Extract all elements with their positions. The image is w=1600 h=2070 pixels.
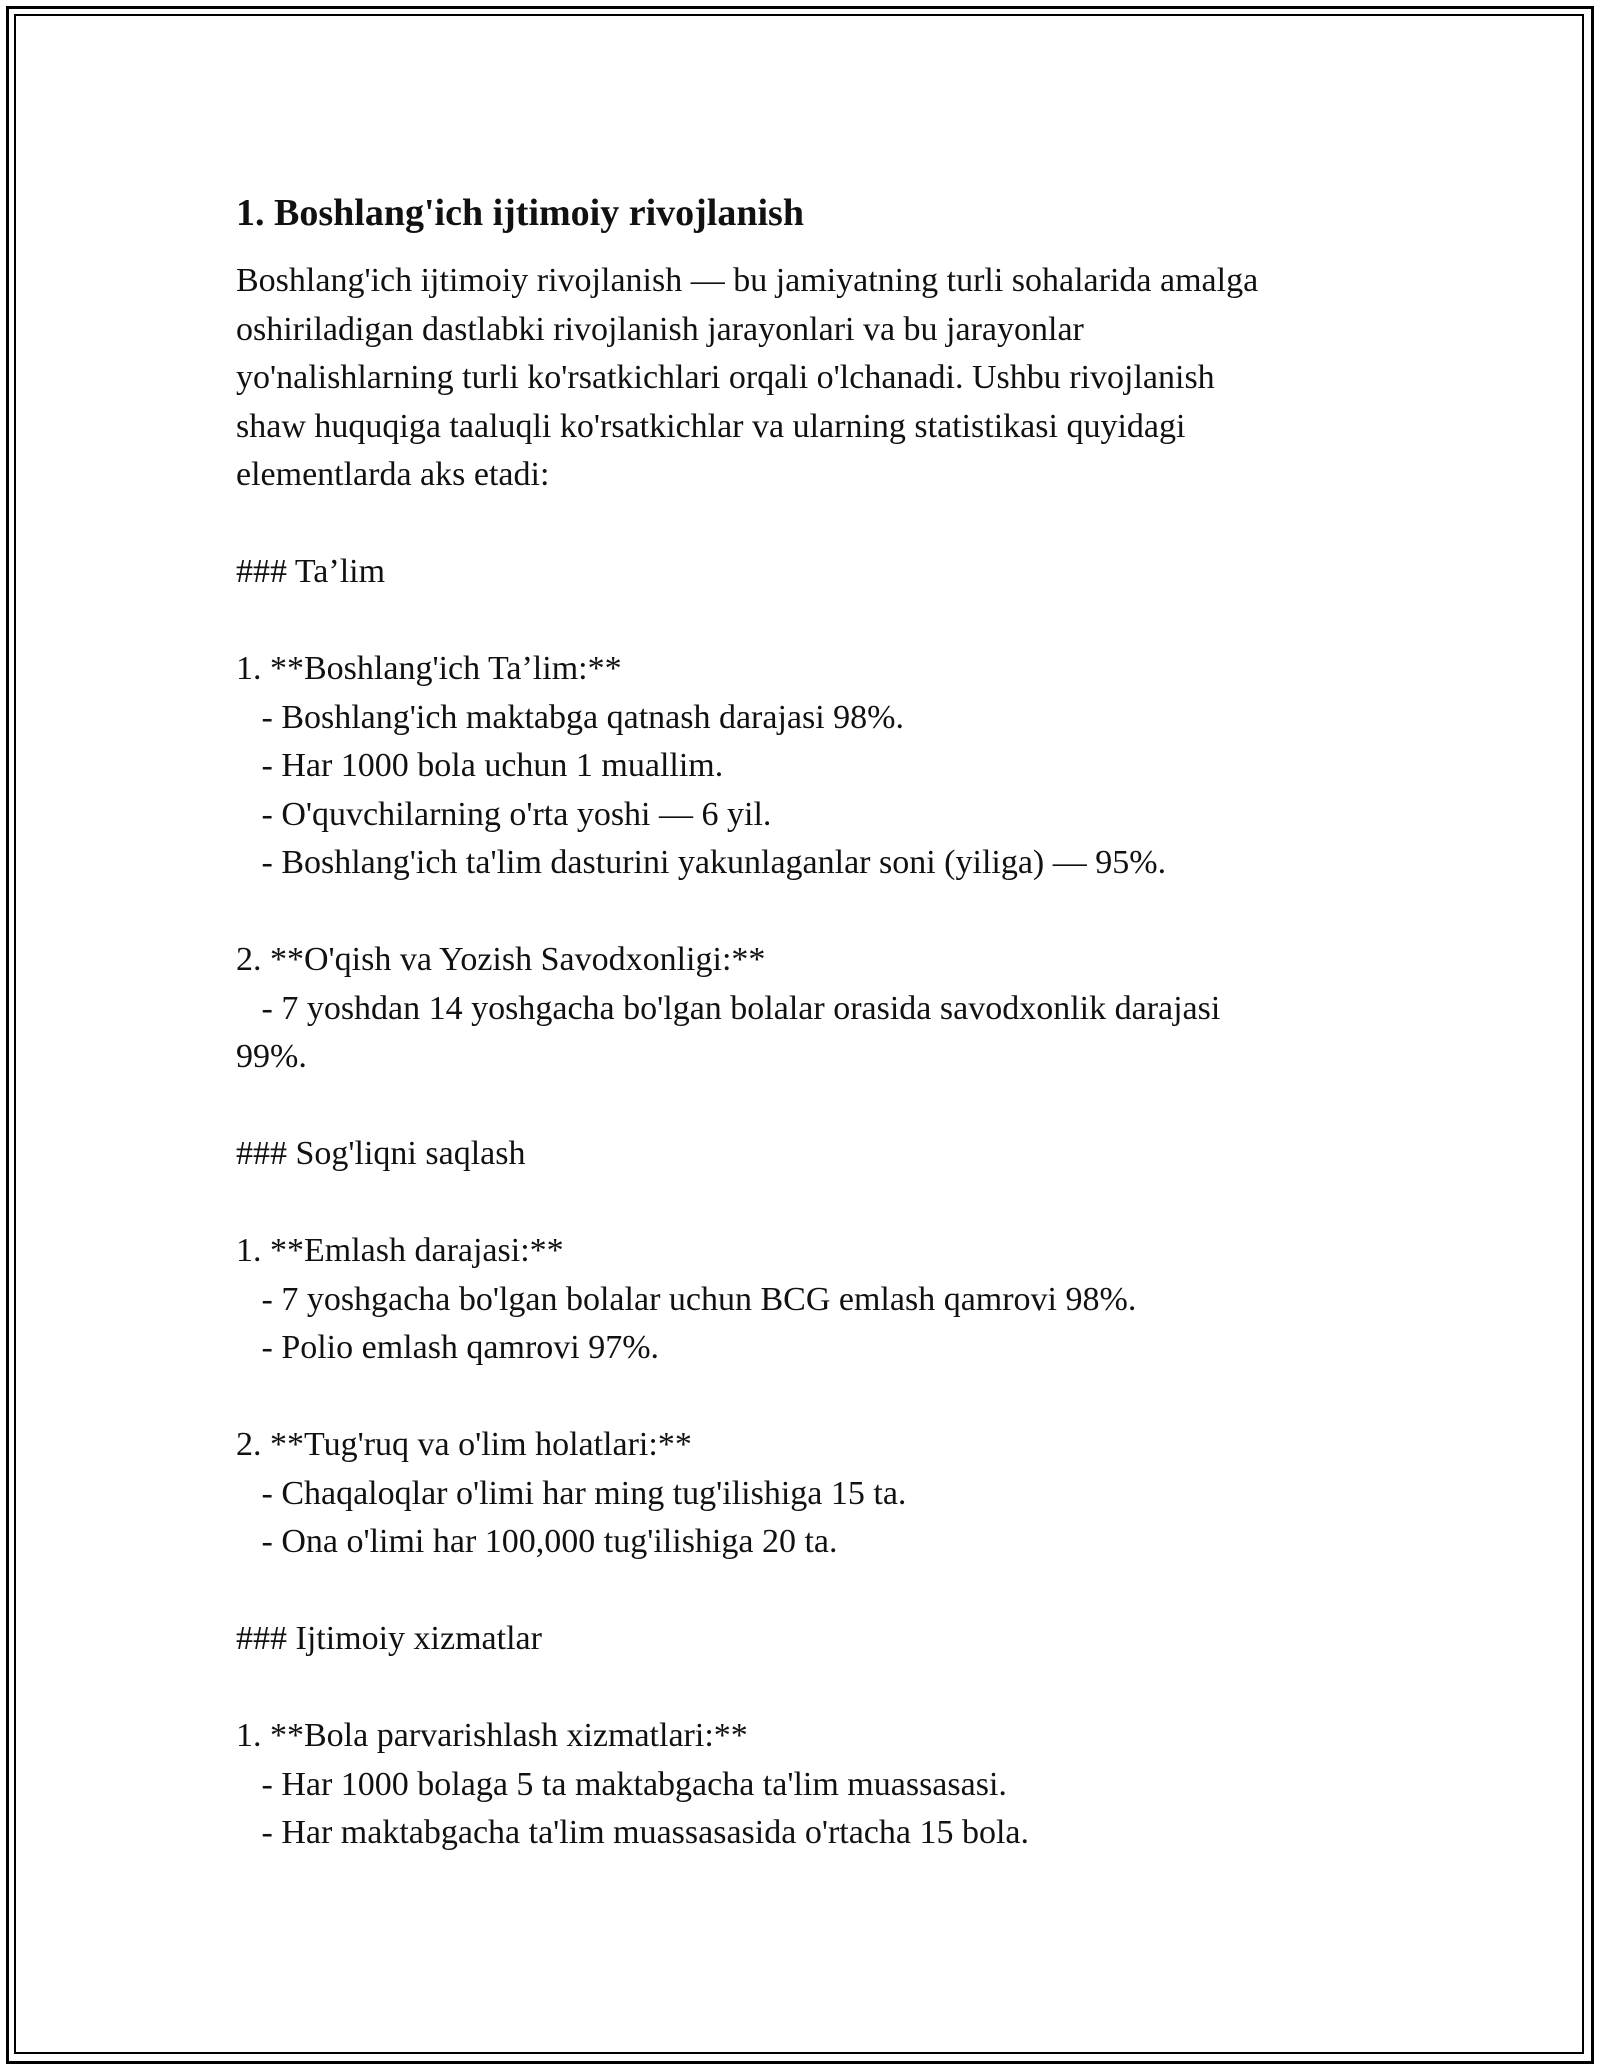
list-item-title: 2. **Tug'ruq va o'lim holatlari:** bbox=[236, 1426, 692, 1463]
list-bullet: - Har 1000 bolaga 5 ta maktabgacha ta'lim muassasasi. bbox=[236, 1765, 1007, 1803]
body-lines bbox=[236, 500, 1386, 1858]
blank-line bbox=[236, 1567, 1386, 1616]
list-bullet: - Har maktabgacha ta'lim muassasasida o'rtacha 15 bola. bbox=[236, 1814, 1030, 1851]
subheading-talim: ### Ta’lim bbox=[236, 553, 386, 590]
list-bullet: - Boshlang'ich maktabga qatnash darajasi 98%. bbox=[236, 698, 904, 736]
intro-line: oshiriladigan dastlabki rivojlanish jarayonlari va bu jarayonlar bbox=[236, 310, 1084, 348]
blank-line bbox=[236, 597, 1386, 646]
list-bullet: - Har 1000 bola uchun 1 muallim. bbox=[236, 747, 724, 784]
list-item-title: 1. **Boshlang'ich Ta’lim:** bbox=[236, 650, 622, 687]
intro-line: shaw huquqiga taaluqli ko'rsatkichlar va ularning statistikasi quyidagi bbox=[236, 407, 1186, 445]
list-item-title: 1. **Emlash darajasi:** bbox=[236, 1232, 564, 1269]
list-bullet: - 7 yoshdan 14 yoshgacha bo'lgan bolalar orasida savodxonlik darajasi bbox=[236, 989, 1221, 1027]
blank-line bbox=[236, 500, 1386, 549]
list-bullet-continuation: 99%. bbox=[236, 1038, 307, 1075]
list-bullet: - Ona o'limi har 100,000 tug'ilishiga 20 ta. bbox=[236, 1523, 838, 1560]
subheading-sogliqni-saqlash: ### Sog'liqni saqlash bbox=[236, 1135, 526, 1172]
list-bullet: - Boshlang'ich ta'lim dasturini yakunlaganlar soni (yiliga) — 95%. bbox=[236, 844, 1167, 881]
blank-line bbox=[236, 888, 1386, 937]
list-item-title: 2. **O'qish va Yozish Savodxonligi:** bbox=[236, 941, 766, 978]
blank-line bbox=[236, 1664, 1386, 1713]
list-bullet: - Chaqaloqlar o'limi har ming tug'ilishiga 15 ta. bbox=[236, 1474, 907, 1512]
intro-line: Boshlang'ich ijtimoiy rivojlanish — bu jamiyatning turli sohalarida amalga bbox=[236, 262, 1259, 299]
section-heading: 1. Boshlang'ich ijtimoiy rivojlanish bbox=[236, 192, 804, 234]
document-body bbox=[236, 183, 1386, 1858]
list-bullet: - Polio emlash qamrovi 97%. bbox=[236, 1329, 660, 1366]
intro-paragraph bbox=[236, 257, 1386, 500]
blank-line bbox=[236, 1179, 1386, 1228]
intro-line: yo'nalishlarning turli ko'rsatkichlari orqali o'lchanadi. Ushbu rivojlanish bbox=[236, 359, 1215, 396]
list-bullet: - O'quvchilarning o'rta yoshi — 6 yil. bbox=[236, 795, 772, 833]
intro-line: elementlarda aks etadi: bbox=[236, 456, 550, 493]
list-bullet: - 7 yoshgacha bo'lgan bolalar uchun BCG emlash qamrovi 98%. bbox=[236, 1280, 1137, 1318]
blank-line bbox=[236, 1373, 1386, 1422]
subheading-ijtimoiy-xizmatlar: ### Ijtimoiy xizmatlar bbox=[236, 1620, 542, 1657]
list-item-title: 1. **Bola parvarishlash xizmatlari:** bbox=[236, 1717, 748, 1754]
blank-line bbox=[236, 1082, 1386, 1131]
